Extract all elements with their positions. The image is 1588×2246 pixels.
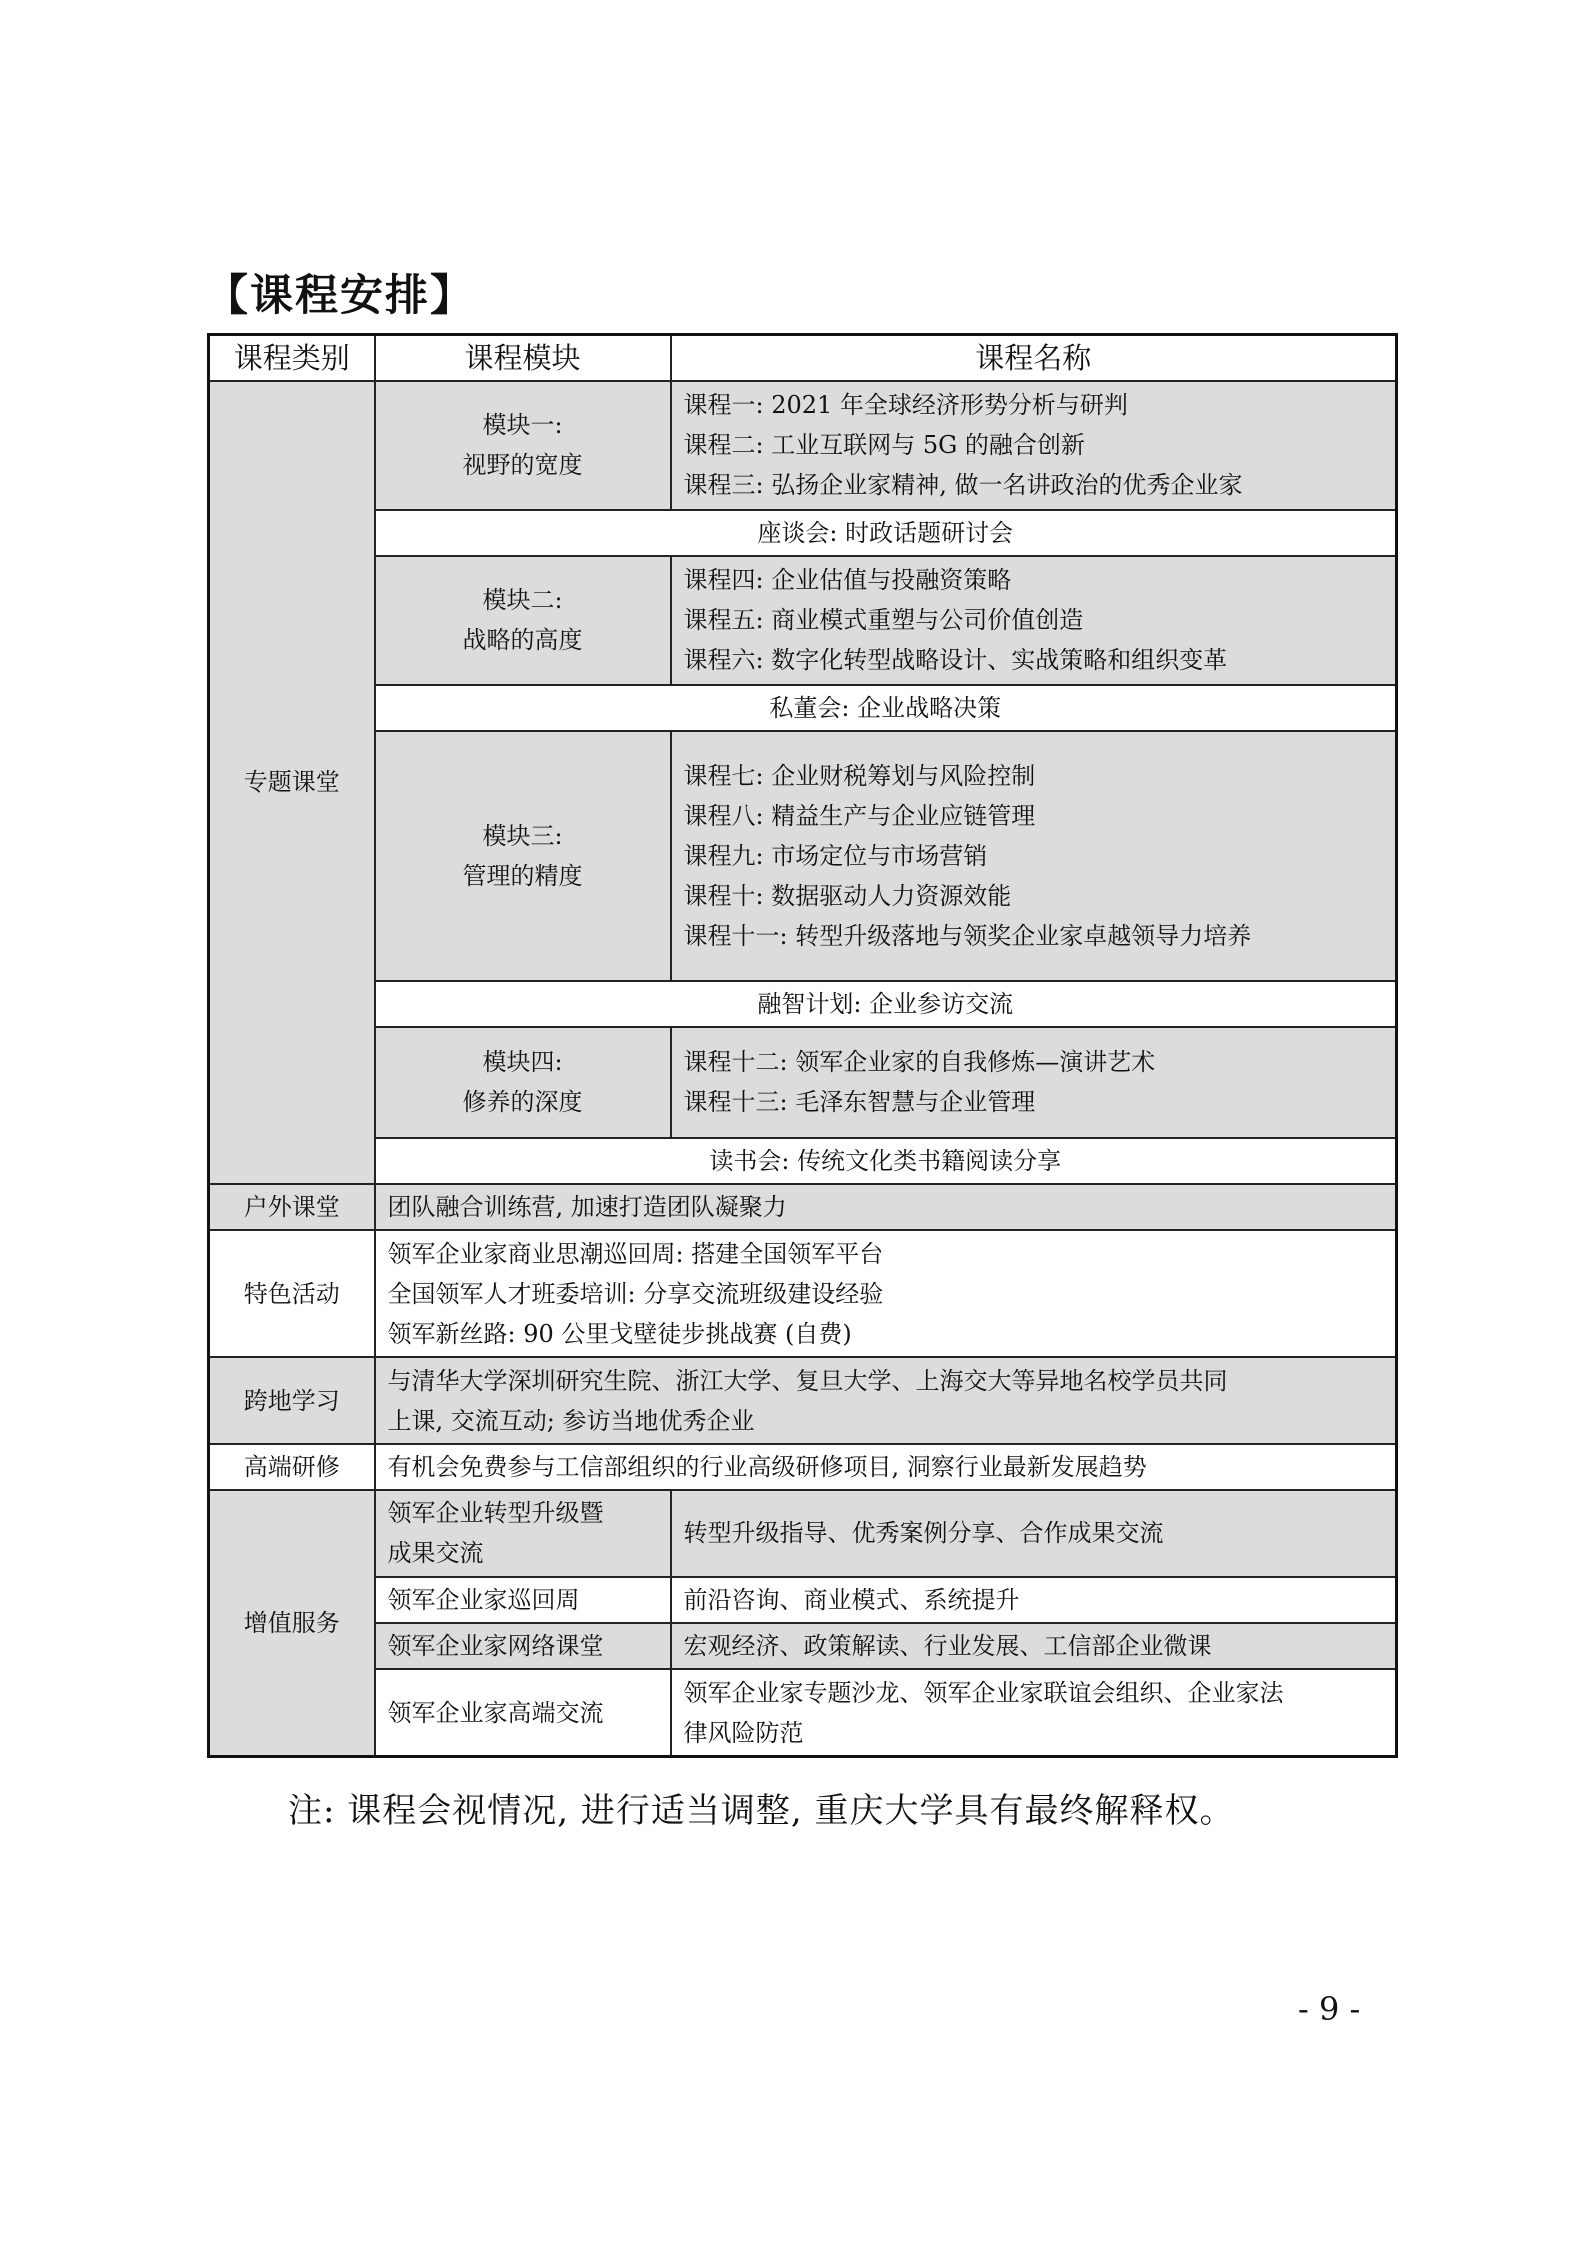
category-value: 增值服务 xyxy=(209,1490,375,1756)
module-4-courses xyxy=(671,1027,1397,1138)
list-item: 课程八: 精益生产与企业应链管理 xyxy=(683,801,1036,830)
category-highend: 高端研修 xyxy=(209,1444,375,1490)
list-item: 课程十二: 领军企业家的自我修炼—演讲艺术 xyxy=(683,1048,1156,1077)
table-header-row xyxy=(209,335,1397,381)
course-schedule-table xyxy=(207,333,1398,1758)
crossregion-lines: 与清华大学深圳研究生院、浙江大学、复旦大学、上海交大等异地名校学员共同 上课, 交流互动; 参访当地优秀企业 xyxy=(375,1357,1397,1444)
module-3-event: 融智计划: 企业参访交流 xyxy=(375,981,1397,1027)
category-special: 特色活动 xyxy=(209,1230,375,1357)
special-lines xyxy=(375,1230,1397,1357)
value-service-name: 领军企业家高端交流 xyxy=(375,1669,671,1756)
header-course-name: 课程名称 xyxy=(671,335,1397,381)
module-1-event: 座谈会: 时政话题研讨会 xyxy=(375,510,1397,556)
list-item: 课程十三: 毛泽东智慧与企业管理 xyxy=(683,1088,1036,1117)
value-service-desc: 领军企业家专题沙龙、领军企业家联谊会组织、企业家法 律风险防范 xyxy=(671,1669,1397,1756)
table-row xyxy=(209,1027,1397,1138)
list-item: 课程三: 弘扬企业家精神, 做一名讲政治的优秀企业家 xyxy=(683,471,1243,500)
list-item: 课程四: 企业估值与投融资策略 xyxy=(683,566,1012,595)
table-row xyxy=(209,510,1397,556)
value-service-name: 领军企业家巡回周 xyxy=(375,1577,671,1623)
table-row xyxy=(209,731,1397,981)
section-heading: 【课程安排】 xyxy=(205,271,475,321)
value-service-desc: 前沿咨询、商业模式、系统提升 xyxy=(671,1577,1397,1623)
list-item: 课程十: 数据驱动人力资源效能 xyxy=(683,881,1012,910)
module-4-name: 模块四: 修养的深度 xyxy=(375,1027,671,1138)
table-row xyxy=(209,1669,1397,1756)
table-row xyxy=(209,1577,1397,1623)
list-item: 领军企业家商业思潮巡回周: 搭建全国领军平台 xyxy=(387,1239,884,1268)
category-crossregion: 跨地学习 xyxy=(209,1357,375,1444)
list-item: 课程七: 企业财税筹划与风险控制 xyxy=(683,761,1036,790)
value-service-desc: 转型升级指导、优秀案例分享、合作成果交流 xyxy=(671,1490,1397,1577)
list-item: 课程二: 工业互联网与 5G 的融合创新 xyxy=(683,431,1085,460)
table-row xyxy=(209,1230,1397,1357)
module-2-name: 模块二: 战略的高度 xyxy=(375,556,671,685)
list-item: 课程六: 数字化转型战略设计、实战策略和组织变革 xyxy=(683,646,1228,675)
table-row xyxy=(209,1138,1397,1184)
list-item: 课程十一: 转型升级落地与领奖企业家卓越领导力培养 xyxy=(683,921,1252,950)
module-1-courses xyxy=(671,381,1397,510)
table-row xyxy=(209,1623,1397,1669)
list-item: 全国领军人才班委培训: 分享交流班级建设经验 xyxy=(387,1279,884,1308)
table-row xyxy=(209,381,1397,510)
table-row xyxy=(209,685,1397,731)
page-number: - 9 - xyxy=(1298,1990,1361,2028)
module-3-courses xyxy=(671,731,1397,981)
module-3-name: 模块三: 管理的精度 xyxy=(375,731,671,981)
table-row xyxy=(209,981,1397,1027)
table-row xyxy=(209,1184,1397,1230)
footnote: 注: 课程会视情况, 进行适当调整, 重庆大学具有最终解释权。 xyxy=(288,1791,1235,1831)
value-service-name: 领军企业家网络课堂 xyxy=(375,1623,671,1669)
table-row xyxy=(209,1444,1397,1490)
list-item: 课程九: 市场定位与市场营销 xyxy=(683,841,988,870)
value-service-desc: 宏观经济、政策解读、行业发展、工信部企业微课 xyxy=(671,1623,1397,1669)
category-zhuanti: 专题课堂 xyxy=(209,381,375,1184)
module-2-courses xyxy=(671,556,1397,685)
highend-text: 有机会免费参与工信部组织的行业高级研修项目, 洞察行业最新发展趋势 xyxy=(375,1444,1397,1490)
module-4-event: 读书会: 传统文化类书籍阅读分享 xyxy=(375,1138,1397,1184)
module-2-event: 私董会: 企业战略决策 xyxy=(375,685,1397,731)
table-row xyxy=(209,1490,1397,1577)
value-service-name: 领军企业转型升级暨 成果交流 xyxy=(375,1490,671,1577)
list-item: 课程五: 商业模式重塑与公司价值创造 xyxy=(683,606,1084,635)
table-row xyxy=(209,556,1397,685)
list-item: 领军新丝路: 90 公里戈壁徒步挑战赛 (自费) xyxy=(387,1319,852,1348)
outdoor-text: 团队融合训练营, 加速打造团队凝聚力 xyxy=(375,1184,1397,1230)
header-category: 课程类别 xyxy=(209,335,375,381)
category-outdoor: 户外课堂 xyxy=(209,1184,375,1230)
header-module: 课程模块 xyxy=(375,335,671,381)
module-1-name: 模块一: 视野的宽度 xyxy=(375,381,671,510)
table-row xyxy=(209,1357,1397,1444)
list-item: 课程一: 2021 年全球经济形势分析与研判 xyxy=(683,391,1128,420)
